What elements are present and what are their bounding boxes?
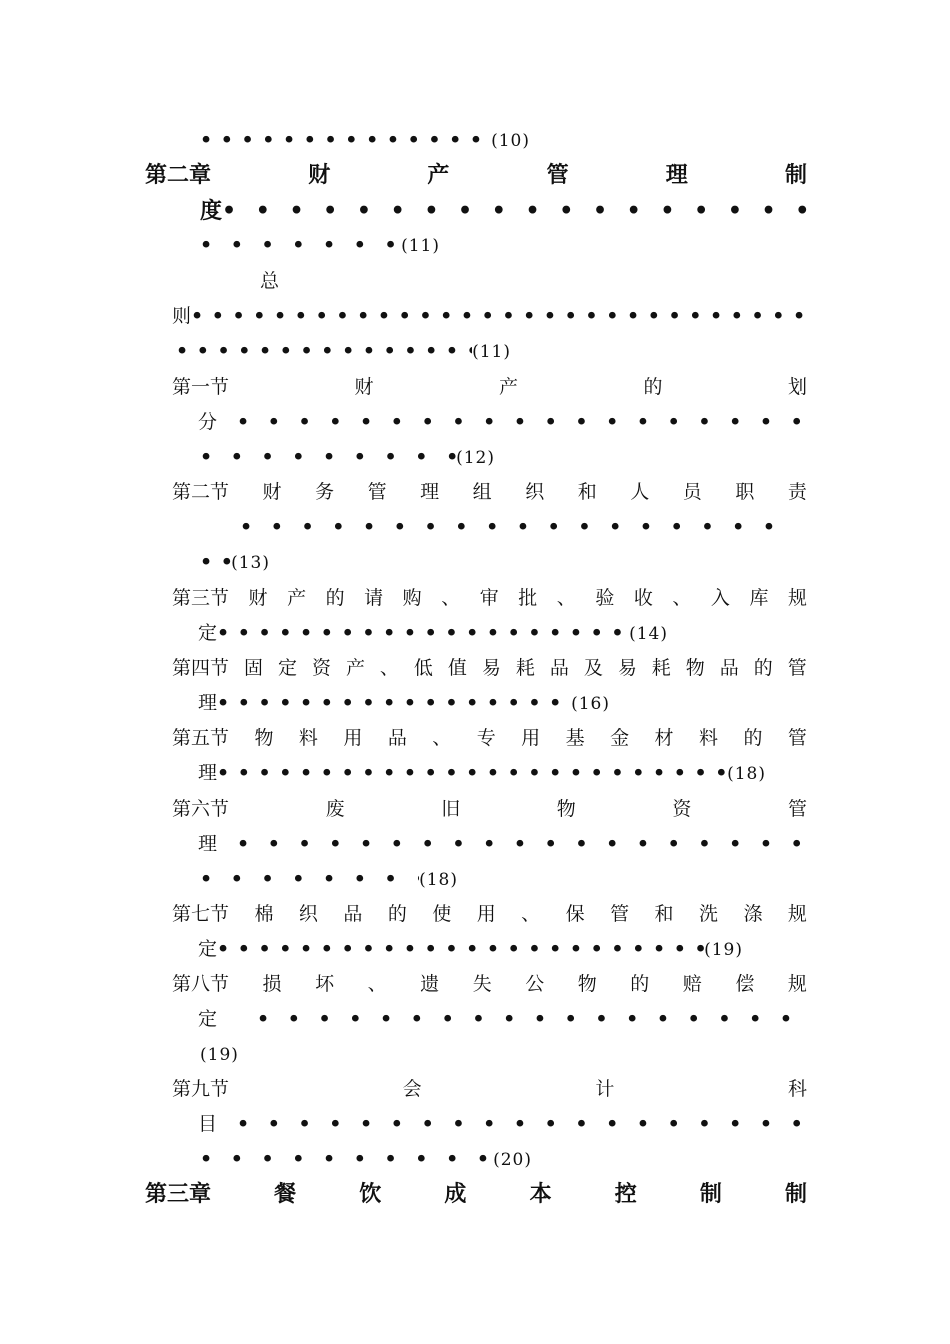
section-char: 的 xyxy=(753,657,773,679)
section-char: 、 xyxy=(367,973,387,995)
section-char: 管 xyxy=(367,481,387,503)
section-char: 购 xyxy=(402,587,422,609)
section-char: 织 xyxy=(298,903,318,925)
dot-leader xyxy=(176,339,472,363)
section-char: 和 xyxy=(654,903,674,925)
section-char: 及 xyxy=(583,657,603,679)
chapter-3-char: 制 xyxy=(784,1181,807,1207)
section-label: 第三节 xyxy=(172,587,230,609)
section-9-line-3 xyxy=(200,1147,532,1172)
dot-leader xyxy=(237,832,807,856)
section-label: 第八节 xyxy=(172,973,230,995)
general-rules-line-1: 总 xyxy=(260,270,280,292)
page-number: (11) xyxy=(401,236,440,256)
section-char: 易 xyxy=(481,657,501,679)
section-char: 保 xyxy=(565,903,585,925)
section-4-entry[interactable] xyxy=(172,656,807,680)
section-char: 请 xyxy=(364,587,384,609)
section-char: 用 xyxy=(476,903,496,925)
section-2-line-2 xyxy=(240,515,790,539)
section-char: 验 xyxy=(595,587,615,609)
dot-leader xyxy=(217,691,571,715)
page-number: (19) xyxy=(704,940,743,960)
page-number: (18) xyxy=(727,764,766,784)
dot-leader xyxy=(200,128,491,152)
page-number: (20) xyxy=(493,1150,532,1170)
section-char: 收 xyxy=(633,587,653,609)
section-char: 和 xyxy=(577,481,597,503)
section-char: 规 xyxy=(787,973,807,995)
section-char: 财 xyxy=(262,481,282,503)
section-tail: 定 xyxy=(198,1008,218,1030)
dot-leader xyxy=(200,445,456,469)
section-char: 、 xyxy=(556,587,576,609)
section-char: 产 xyxy=(345,657,365,679)
section-char: 废 xyxy=(325,798,345,820)
dot-leader xyxy=(191,304,807,328)
general-rules-tail: 则 xyxy=(172,305,192,327)
dot-leader xyxy=(200,233,401,257)
section-char: 专 xyxy=(476,727,496,749)
general-rules-line-3 xyxy=(176,339,511,364)
section-tail: 理 xyxy=(198,762,218,784)
section-char: 材 xyxy=(654,727,674,749)
page-number: (13) xyxy=(231,553,270,573)
section-char: 管 xyxy=(787,727,807,749)
chapter-2-char: 理 xyxy=(665,162,688,188)
section-label: 第六节 xyxy=(172,798,230,820)
section-7-line-2 xyxy=(198,937,743,962)
section-char: 财 xyxy=(354,376,374,398)
section-char: 料 xyxy=(698,727,718,749)
section-1-line-3 xyxy=(200,445,495,470)
section-tail: 定 xyxy=(198,938,218,960)
section-char: 组 xyxy=(472,481,492,503)
chapter-2-heading[interactable] xyxy=(145,161,807,189)
section-9-entry[interactable] xyxy=(172,1077,807,1101)
page-number: (18) xyxy=(419,870,458,890)
section-char: 物 xyxy=(577,973,597,995)
general-rules-line-2[interactable] xyxy=(172,304,807,328)
section-char: 基 xyxy=(565,727,585,749)
section-char: 值 xyxy=(447,657,467,679)
section-char: 偿 xyxy=(735,973,755,995)
section-char: 使 xyxy=(432,903,452,925)
section-char: 、 xyxy=(432,727,452,749)
chapter-3-char: 控 xyxy=(614,1181,637,1207)
section-char: 遗 xyxy=(420,973,440,995)
section-char: 坏 xyxy=(315,973,335,995)
chapter-3-label: 第三章 xyxy=(145,1181,212,1207)
dot-leader xyxy=(200,867,419,891)
section-8-line-3 xyxy=(200,1042,239,1067)
section-8-line-2 xyxy=(198,1007,807,1031)
section-char: 科 xyxy=(787,1078,807,1100)
section-char: 涤 xyxy=(743,903,763,925)
section-char: 资 xyxy=(311,657,331,679)
section-char: 料 xyxy=(298,727,318,749)
section-8-entry[interactable] xyxy=(172,972,807,996)
section-char: 会 xyxy=(402,1078,422,1100)
page-number: (19) xyxy=(200,1045,239,1065)
section-tail: 理 xyxy=(198,833,218,855)
section-tail: 定 xyxy=(198,622,218,644)
section-9-line-2 xyxy=(198,1112,807,1136)
section-label: 第二节 xyxy=(172,481,230,503)
section-char: 员 xyxy=(682,481,702,503)
section-char: 产 xyxy=(498,376,518,398)
dot-leader xyxy=(217,621,629,645)
section-char: 务 xyxy=(315,481,335,503)
section-2-entry[interactable] xyxy=(172,480,807,504)
section-char: 、 xyxy=(379,657,399,679)
section-char: 划 xyxy=(787,376,807,398)
section-7-entry[interactable] xyxy=(172,902,807,926)
section-3-entry[interactable] xyxy=(172,586,807,610)
section-char: 物 xyxy=(556,798,576,820)
chapter-3-heading[interactable] xyxy=(145,1180,807,1208)
section-2-line-3 xyxy=(200,550,270,575)
chapter-3-char: 本 xyxy=(529,1181,552,1207)
dot-leader xyxy=(240,515,790,539)
section-char: 管 xyxy=(787,657,807,679)
section-char: 耗 xyxy=(515,657,535,679)
section-char: 、 xyxy=(521,903,541,925)
section-char: 管 xyxy=(787,798,807,820)
section-char: 、 xyxy=(441,587,461,609)
dot-leader xyxy=(237,1112,807,1136)
section-char: 品 xyxy=(387,727,407,749)
section-char: 品 xyxy=(719,657,739,679)
dot-leader xyxy=(200,550,231,574)
chapter-2-char: 产 xyxy=(427,162,450,188)
section-label: 第九节 xyxy=(172,1078,230,1100)
section-label: 第五节 xyxy=(172,727,230,749)
section-char: 责 xyxy=(787,481,807,503)
section-char: 计 xyxy=(595,1078,615,1100)
section-char: 用 xyxy=(343,727,363,749)
section-char: 的 xyxy=(743,727,763,749)
chapter-2-char: 制 xyxy=(784,162,807,188)
section-tail: 目 xyxy=(198,1113,218,1135)
section-1-entry[interactable] xyxy=(172,375,807,399)
section-char: 规 xyxy=(787,587,807,609)
section-4-line-2 xyxy=(198,691,610,716)
section-char: 旧 xyxy=(441,798,461,820)
section-5-line-2 xyxy=(198,761,766,786)
section-char: 物 xyxy=(685,657,705,679)
section-char: 、 xyxy=(672,587,692,609)
section-char: 棉 xyxy=(254,903,274,925)
section-label: 第一节 xyxy=(172,376,230,398)
section-5-entry[interactable] xyxy=(172,726,807,750)
section-char: 的 xyxy=(387,903,407,925)
page-number: (11) xyxy=(472,342,511,362)
section-char: 低 xyxy=(413,657,433,679)
section-tail: 理 xyxy=(198,692,218,714)
section-char: 耗 xyxy=(651,657,671,679)
section-char: 人 xyxy=(630,481,650,503)
section-char: 产 xyxy=(287,587,307,609)
section-char: 职 xyxy=(735,481,755,503)
section-char: 财 xyxy=(248,587,268,609)
chapter-2-char: 财 xyxy=(308,162,331,188)
section-3-line-2 xyxy=(198,621,668,646)
section-char: 批 xyxy=(518,587,538,609)
page-number: (12) xyxy=(456,448,495,468)
section-char: 资 xyxy=(672,798,692,820)
section-char: 规 xyxy=(787,903,807,925)
chapter-2-tail: 度 xyxy=(200,198,223,224)
section-char: 金 xyxy=(610,727,630,749)
dot-leader xyxy=(222,197,807,225)
section-char: 失 xyxy=(472,973,492,995)
section-6-line-2 xyxy=(198,832,807,856)
section-char: 入 xyxy=(710,587,730,609)
section-char: 损 xyxy=(262,973,282,995)
section-char: 的 xyxy=(643,376,663,398)
section-char: 织 xyxy=(525,481,545,503)
section-char: 理 xyxy=(420,481,440,503)
section-6-line-3 xyxy=(200,867,458,892)
chapter-2-label: 第二章 xyxy=(145,162,212,188)
page-number: (10) xyxy=(491,131,530,151)
section-1-line-2 xyxy=(198,410,807,434)
section-char: 定 xyxy=(277,657,297,679)
chapter-3-char: 餐 xyxy=(274,1181,297,1207)
section-char: 易 xyxy=(617,657,637,679)
section-char: 管 xyxy=(610,903,630,925)
section-tail: 分 xyxy=(198,411,218,433)
dot-leader xyxy=(257,1007,807,1031)
section-char: 的 xyxy=(630,973,650,995)
chapter-2-line-2 xyxy=(200,197,807,225)
chapter-3-char: 饮 xyxy=(359,1181,382,1207)
section-char: 洗 xyxy=(698,903,718,925)
section-6-entry[interactable] xyxy=(172,797,807,821)
chapter-2-char: 管 xyxy=(546,162,569,188)
dot-leader xyxy=(217,761,727,785)
section-char: 库 xyxy=(749,587,769,609)
section-char: 品 xyxy=(549,657,569,679)
section-label: 第四节 xyxy=(172,657,230,679)
section-label: 第七节 xyxy=(172,903,230,925)
dot-leader xyxy=(217,937,704,961)
section-char: 固 xyxy=(243,657,263,679)
section-char: 物 xyxy=(254,727,274,749)
section-char: 公 xyxy=(525,973,545,995)
section-char: 审 xyxy=(479,587,499,609)
section-char: 赔 xyxy=(682,973,702,995)
chapter-3-char: 制 xyxy=(699,1181,722,1207)
toc-continuation-line xyxy=(200,128,530,153)
section-char: 用 xyxy=(521,727,541,749)
chapter-3-char: 成 xyxy=(444,1181,467,1207)
page-number: (14) xyxy=(629,624,668,644)
page-number: (16) xyxy=(571,694,610,714)
dot-leader xyxy=(200,1147,493,1171)
dot-leader xyxy=(237,410,807,434)
section-char: 品 xyxy=(343,903,363,925)
chapter-2-line-3 xyxy=(200,233,440,258)
section-char: 的 xyxy=(325,587,345,609)
